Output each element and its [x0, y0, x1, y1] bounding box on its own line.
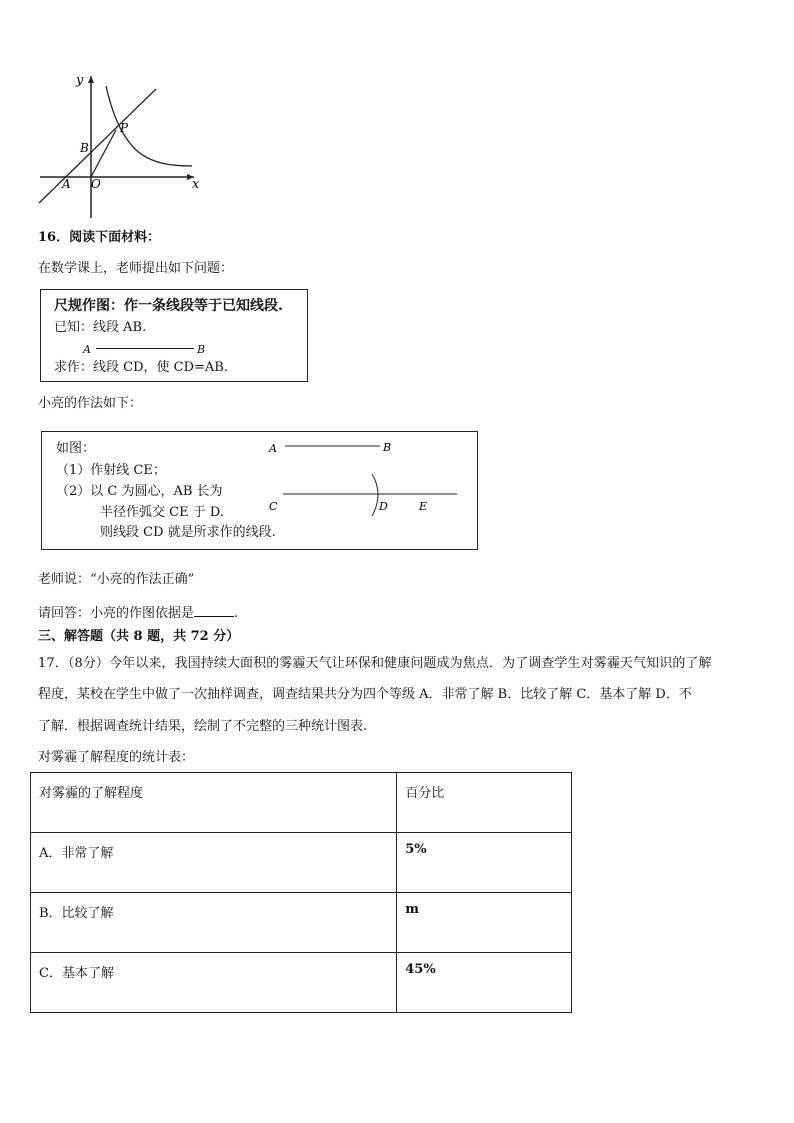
figure-label-e: E — [419, 500, 428, 513]
q17-line-3: 了解．根据调查统计结果，绘制了不完整的三种统计图表. — [38, 719, 368, 734]
answer-line — [38, 604, 238, 622]
box1-title: 尺规作图：作一条线段等于已知线段. — [54, 298, 283, 314]
answer-end: . — [234, 606, 239, 621]
table-cell-percent: 45% — [397, 953, 572, 1013]
y-axis-arrow — [88, 76, 94, 83]
hyperbola-curve — [106, 86, 192, 166]
box1-given: 已知：线段 AB. — [54, 320, 147, 335]
construction-problem-box — [40, 289, 308, 382]
table-cell-level: C．基本了解 — [31, 953, 397, 1013]
figure-label-b: B — [383, 441, 392, 454]
coordinate-graph — [36, 72, 202, 220]
segment-ab — [96, 348, 194, 349]
q17-line-1: 17．（8分）今年以来，我国持续大面积的雾霾天气让环保和健康问题成为焦点．为了调查学生对雾霾天气知识的了解 — [38, 656, 712, 671]
answer-prompt: 请回答：小亮的作图依据是 — [38, 606, 195, 621]
figure-label-c: C — [269, 500, 278, 513]
method-line-4: 半径作弧交 CE 于 D. — [100, 505, 224, 520]
figure-arc — [372, 474, 378, 516]
table-header-cell: 百分比 — [397, 773, 572, 833]
label-a: A — [62, 177, 71, 191]
method-line-2: （1）作射线 CE； — [56, 463, 166, 478]
construction-figure — [262, 436, 472, 516]
method-line-5: 则线段 CD 就是所求作的线段. — [100, 525, 276, 540]
box1-task: 求作：线段 CD，使 CD=AB. — [54, 360, 228, 375]
q17-line-2: 程度，某校在学生中做了一次抽样调查，调查结果共分为四个等级 A．非常了解 B．比较了解 C．基本了解 D．不 — [38, 687, 692, 702]
figure-label-d: D — [379, 500, 388, 513]
teacher-comment: 老师说：“小亮的作法正确” — [38, 572, 195, 587]
table-cell-level: A．非常了解 — [31, 833, 397, 893]
table-header-cell: 对雾霾的了解程度 — [31, 773, 397, 833]
label-b: B — [80, 141, 89, 155]
table-header-row — [31, 773, 572, 833]
table-row — [31, 953, 572, 1013]
q16-intro: 在数学课上，老师提出如下问题： — [38, 261, 234, 276]
segment-label-b: B — [197, 343, 206, 356]
label-y: y — [76, 73, 84, 88]
table-title: 对雾霾了解程度的统计表： — [38, 750, 195, 765]
table-row — [31, 893, 572, 953]
table-cell-percent: m — [397, 893, 572, 953]
line-op — [91, 130, 116, 177]
section3-heading: 三、解答题（共 8 题，共 72 分） — [38, 629, 240, 644]
method-line-1: 如图： — [56, 441, 96, 456]
label-p: P — [120, 121, 129, 135]
table-row — [31, 833, 572, 893]
method-box — [41, 431, 478, 550]
segment-label-a: A — [83, 343, 91, 356]
answer-blank[interactable] — [194, 604, 234, 617]
table-cell-level: B．比较了解 — [31, 893, 397, 953]
table-cell-percent: 5% — [397, 833, 572, 893]
label-o: O — [91, 177, 101, 191]
label-x: x — [192, 177, 200, 192]
smog-statistics-table — [30, 772, 572, 1013]
method-line-3: （2）以 C 为圆心，AB 长为 — [56, 484, 223, 499]
q16-heading: 16．阅读下面材料： — [38, 230, 161, 245]
figure-label-a: A — [269, 442, 277, 455]
method-intro: 小亮的作法如下： — [38, 396, 143, 411]
